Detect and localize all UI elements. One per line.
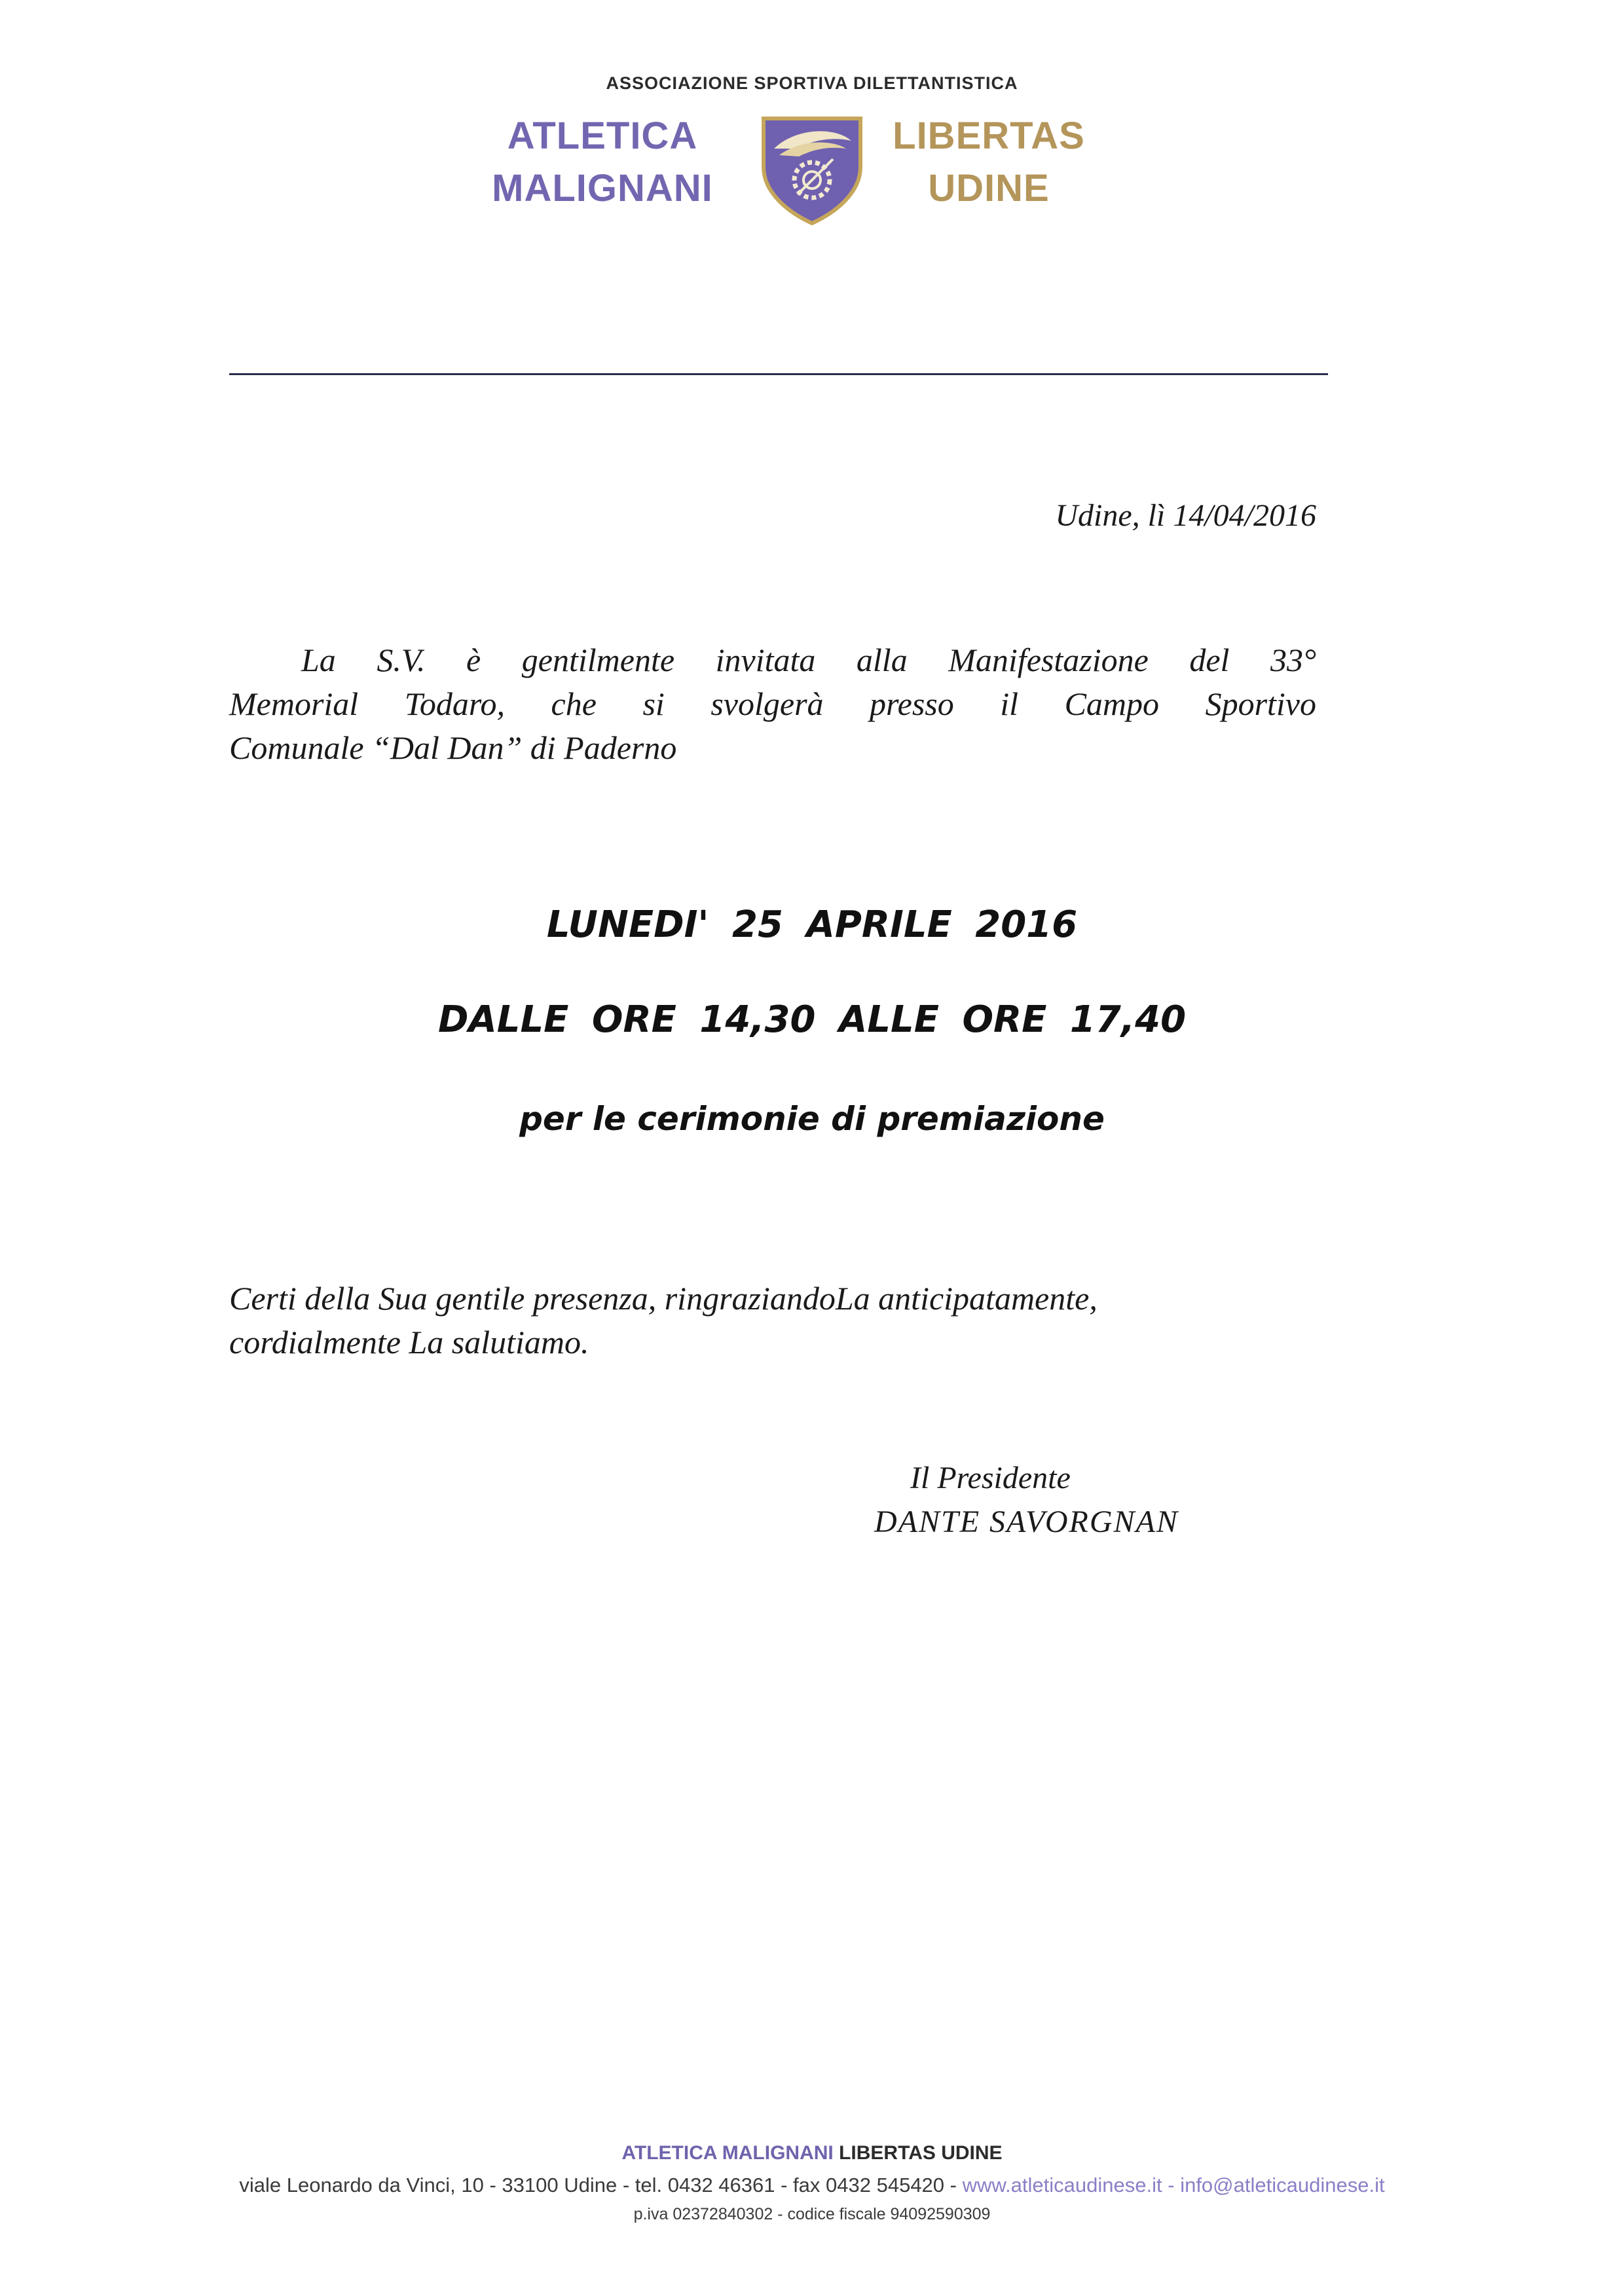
signature-role: Il Presidente <box>910 1461 1071 1495</box>
brand-right-line1: LIBERTAS <box>893 115 1085 157</box>
event-time: DALLE ORE 14,30 ALLE ORE 17,40 <box>437 998 1187 1041</box>
event-purpose: per le cerimonie di premiazione <box>519 1100 1105 1138</box>
association-label: ASSOCIAZIONE SPORTIVA DILETTANTISTICA <box>606 73 1018 93</box>
footer-email-link[interactable]: info@atleticaudinese.it <box>1180 2174 1385 2196</box>
closing-line-1: Certi della Sua gentile presenza, ringraziandoLa anticipatamente, <box>229 1280 1098 1317</box>
closing-paragraph <box>229 1277 1316 1364</box>
footer-address: viale Leonardo da Vinci, 10 - 33100 Udine - tel. 0432 46361 - fax 0432 545420 - <box>239 2174 957 2196</box>
brand-left <box>471 110 733 215</box>
event-date: LUNEDI' 25 APRILE 2016 <box>546 903 1078 946</box>
letter-date: Udine, lì 14/04/2016 <box>1055 498 1316 533</box>
paragraph-line-3: Comunale “Dal Dan” di Paderno <box>229 729 677 766</box>
brand-left-line2: MALIGNANI <box>492 167 713 210</box>
footer-separator: - <box>1168 2174 1175 2196</box>
closing-line-2: cordialmente La salutiamo. <box>229 1324 589 1360</box>
brand-left-line1: ATLETICA <box>507 115 698 157</box>
brand-right <box>891 110 1087 215</box>
footer-contacts <box>0 2174 1624 2197</box>
paragraph-line-1: La S.V. è gentilmente invitata alla Manifestazione del 33° <box>301 642 1316 678</box>
footer-org-part1: ATLETICA MALIGNANI <box>621 2142 834 2164</box>
footer-org-part2: LIBERTAS UDINE <box>839 2142 1003 2164</box>
brand-right-line2: UDINE <box>928 167 1050 210</box>
footer-website-link[interactable]: www.atleticaudinese.it <box>962 2174 1162 2196</box>
footer-organization <box>0 2142 1624 2164</box>
footer-tax-info: p.iva 02372840302 - codice fiscale 94092590309 <box>633 2205 991 2223</box>
paragraph-line-2: Memorial Todaro, che si svolgerà presso il Campo Sportivo <box>229 685 1316 722</box>
invitation-paragraph <box>229 638 1316 770</box>
header-divider <box>229 373 1328 375</box>
signature-name: DANTE SAVORGNAN <box>874 1504 1179 1539</box>
winged-gear-crest-icon <box>760 115 864 226</box>
